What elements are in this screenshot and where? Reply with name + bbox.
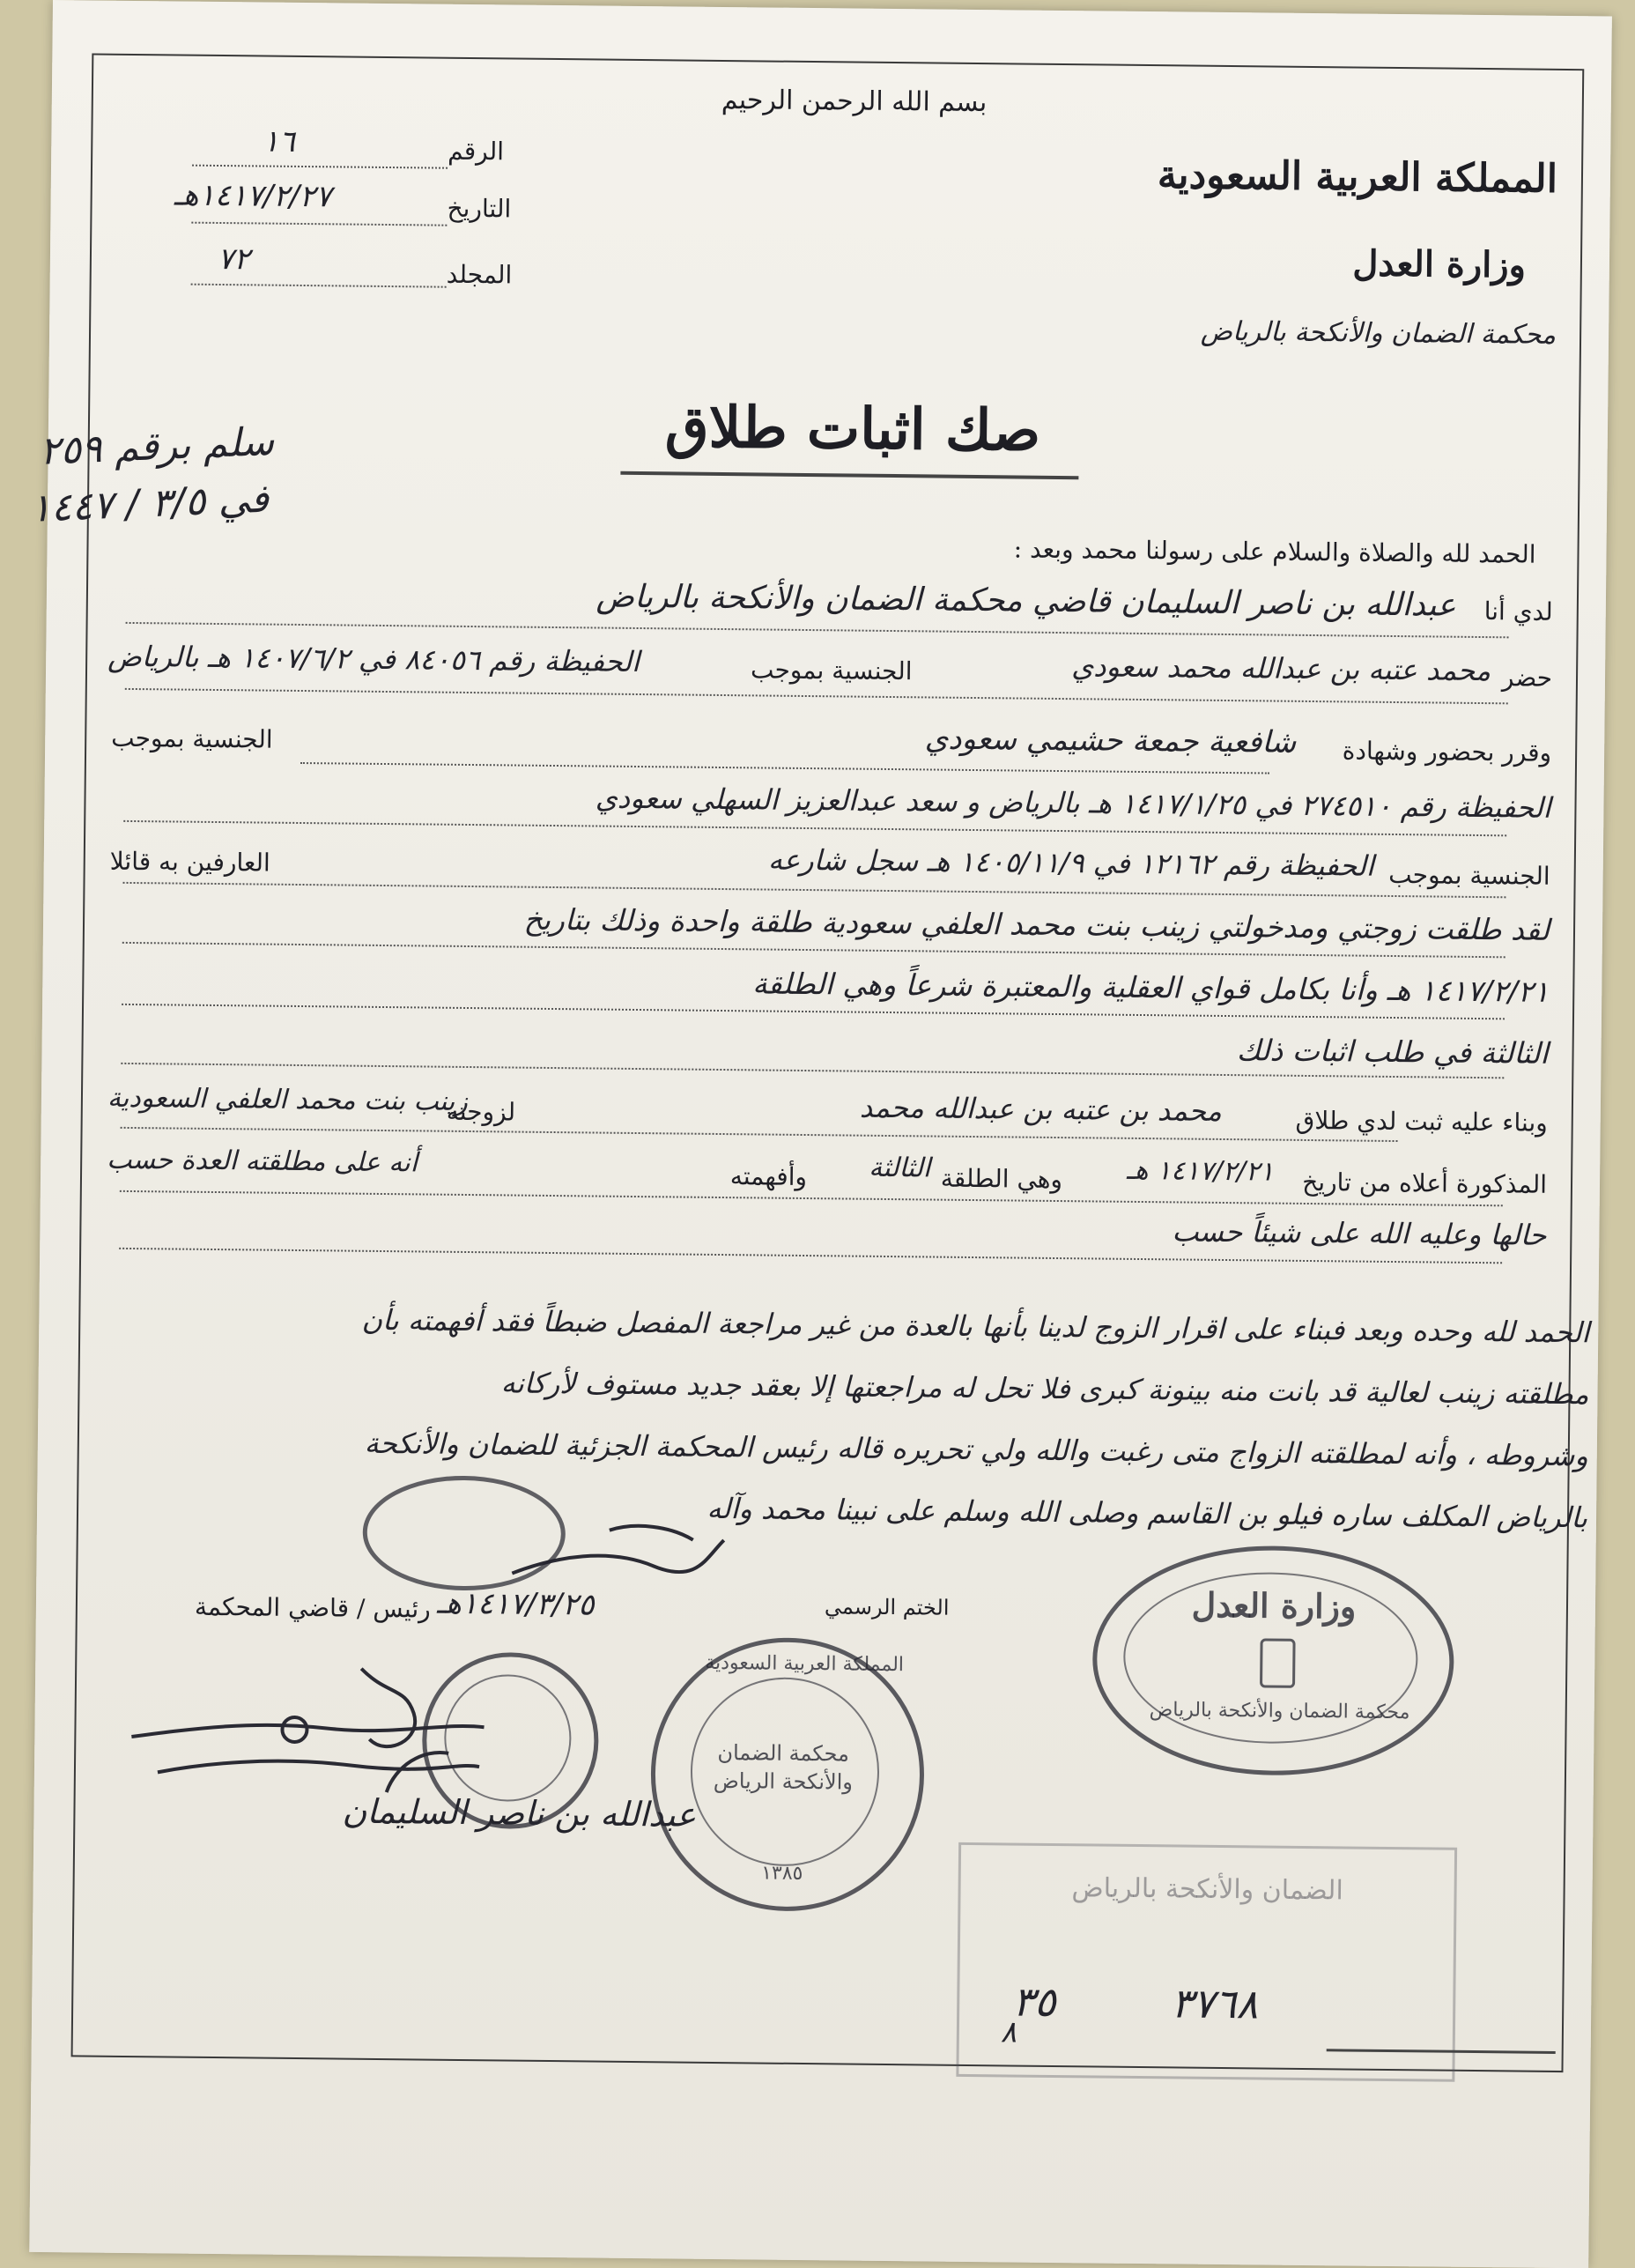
ministry-stamp-emblem-icon xyxy=(1260,1638,1296,1687)
conclusion-line1: الحمد لله وحده وبعد فبناء على اقرار الزوج لدينا بأنها بالعدة من غير مراجعة المفصل ضبطاً فقد أفهمته بأن xyxy=(361,1302,1590,1350)
number-label: الرقم xyxy=(448,136,505,167)
conclusion-line2: مطلقته زينب لعالية قد بانت منه بينونة كبرى فلا تحل له مراجعتها إلا بعقد جديد مستوف لأركانه xyxy=(500,1366,1589,1412)
line2-printed: حضر xyxy=(1501,663,1553,693)
line9-printed: وبناء عليه ثبت لدي طلاق xyxy=(1295,1105,1548,1138)
volume-value: ٧٢ xyxy=(217,241,250,278)
line1-hand: عبدالله بن ناصر السليمان قاضي محكمة الضمان والأنكحة بالرياض xyxy=(596,578,1457,624)
ministry-name: وزارة العدل xyxy=(1352,242,1527,286)
number-value: ١٦ xyxy=(263,123,296,159)
footer-mark: ٨ xyxy=(1000,2014,1017,2050)
line4-hand: الحفيظة رقم ٢٧٤٥١٠ في ١٤١٧/١/٢٥ هـ بالرياض و سعد عبدالعزيز السهلي سعودي xyxy=(595,781,1551,825)
conclusion-line4: بالرياض المكلف ساره فيلو بن القاسم وصلى الله وسلم على نبينا محمد وآله xyxy=(707,1491,1588,1535)
line6-hand: لقد طلقت زوجتي ومدخولتي زينب بنت محمد العلفي سعودية طلقة واحدة وذلك بتاريخ xyxy=(523,901,1550,947)
judge-name: عبدالله بن ناصر السليمان xyxy=(342,1791,697,1834)
date-label: التاريخ xyxy=(447,193,512,224)
line3-printed: وقرر بحضور وشهادة xyxy=(1342,736,1552,767)
judge-title: رئيس / قاضي المحكمة xyxy=(194,1591,431,1624)
ministry-stamp-bottom: محكمة الضمان والأنكحة بالرياض xyxy=(1149,1699,1410,1724)
kingdom-name: المملكة العربية السعودية xyxy=(1157,152,1558,202)
official-seal-label: الختم الرسمي xyxy=(824,1594,950,1620)
line10-printed3: وأفهمته xyxy=(729,1161,808,1192)
basmala: بسم الله الرحمن الرحيم xyxy=(721,84,988,119)
line7-hand: ١٤١٧/٢/٢١ هـ وأنا بكامل قواي العقلية والمعتبرة شرعاً وهي الطلقة xyxy=(752,966,1550,1009)
line2-hand2: الحفيظة رقم ٨٤٠٥٦ في ١٤٠٧/٦/٢ هـ بالرياض xyxy=(107,639,640,679)
signature-date: ١٤١٧/٣/٢٥هـ xyxy=(436,1585,595,1623)
round-seal-small xyxy=(421,1652,599,1830)
line5-printed2: العارفين به قائلا xyxy=(109,846,270,878)
line5-hand: الحفيظة رقم ١٢١٦٢ في ١٤٠٥/١١/٩ هـ سجل شارعه xyxy=(767,842,1374,883)
volume-label: المجلد xyxy=(446,259,513,290)
line8-hand: الثالثة في طلب اثبات ذلك xyxy=(1236,1033,1549,1071)
round-seal-inner-text: محكمة الضمان والأنكحة الرياض xyxy=(713,1740,854,1795)
line2-hand: محمد عتبه بن عبدالله محمد سعودي xyxy=(1071,649,1491,688)
conclusion-line3: وشروطه ، وأنه لمطلقته الزواج متى رغبت والله ولي تحريره قاله رئيس المحكمة الجزئية للضمان والأنكحة xyxy=(364,1426,1588,1473)
court-name: محكمة الضمان والأنكحة بالرياض xyxy=(1200,315,1557,351)
margin-note-line2: في ٣/٥ / ١٤٤٧ xyxy=(29,476,270,531)
line9-hand2: زينب بنت محمد العلفي السعودية xyxy=(107,1082,469,1117)
round-seal-year: ١٣٨٥ xyxy=(761,1862,803,1886)
document-title: صك اثبات طلاق xyxy=(664,394,1041,464)
line11-hand: حالها وعليه الله على شيئاً حسب xyxy=(1172,1214,1547,1252)
line1-printed: لدي أنا xyxy=(1483,597,1553,626)
date-value: ١٤١٧/٢/٢٧هـ xyxy=(174,177,332,215)
line5-printed: الجنسية بموجب xyxy=(1388,859,1550,891)
rect-stamp-number-left: ٣٥ xyxy=(1011,1977,1056,2027)
registry-rect-stamp xyxy=(956,1842,1457,2082)
rect-stamp-text: الضمان والأنكحة بالرياض xyxy=(1071,1872,1343,1907)
line9-printed2: لزوجته xyxy=(446,1096,516,1127)
rect-stamp-number-right: ٣٧٦٨ xyxy=(1170,1979,1259,2028)
line3-printed2: الجنسية بموجب xyxy=(111,723,273,754)
margin-note-line1: سلم برقم ٢٥٩ xyxy=(38,419,276,474)
line10-printed: المذكورة أعلاه من تاريخ xyxy=(1302,1167,1548,1199)
line9-hand: محمد بن عتبه بن عبدالله محمد xyxy=(859,1090,1223,1128)
round-seal-outer-text: المملكة العربية السعودية xyxy=(705,1651,905,1677)
document-paper xyxy=(29,0,1612,2268)
line3-hand: شافعية جمعة حشيمي سعودي xyxy=(924,721,1297,760)
opening-line: الحمد لله والصلاة والسلام على رسولنا محمد وبعد : xyxy=(1013,534,1536,569)
line10-printed2: وهي الطلقة xyxy=(940,1163,1063,1195)
line10-hand3: أنه على مطلقته العدة حسب xyxy=(107,1144,418,1179)
line10-hand2: الثالثة xyxy=(869,1152,931,1184)
ministry-stamp-top: وزارة العدل xyxy=(1191,1584,1357,1627)
line2-printed2: الجنسية بموجب xyxy=(750,655,913,686)
line10-hand: ١٤١٧/٢/٢١ هـ xyxy=(1126,1154,1275,1188)
